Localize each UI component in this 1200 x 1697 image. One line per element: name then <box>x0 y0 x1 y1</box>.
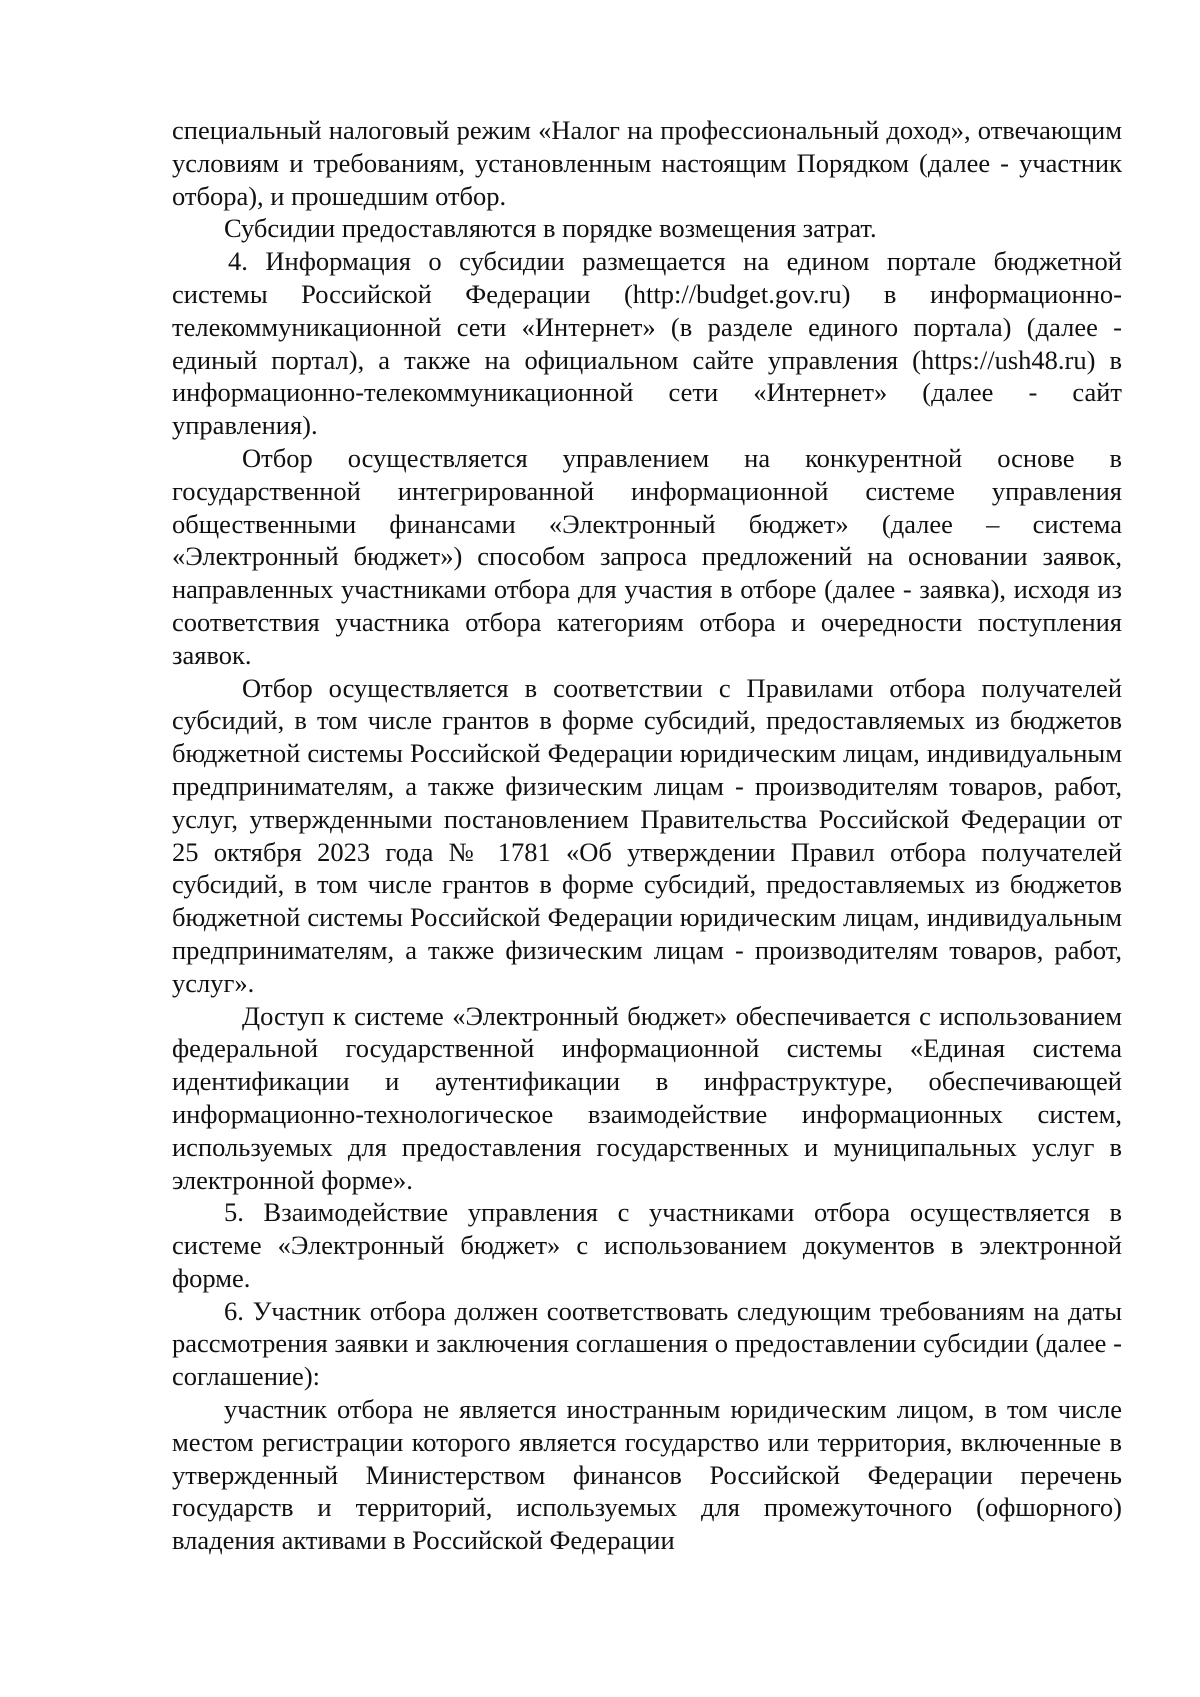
paragraph-item-6: 6. Участник отбора должен соответствовать следующим требованиям на даты рассмотрения заявки и заключения соглашения о предоставлении субсидии (далее - соглашение): <box>172 1295 1122 1392</box>
paragraph-selection-rules: Отбор осуществляется в соответствии с Правилами отбора получателей субсидий, в том числе грантов в форме субсидий, предоставляемых из бюджетов бюджетной системы Российской Федерации юридическим лицам, индивидуальным предпринимателям, а также физическим лицам - производителям товаров, работ, услуг, утвержденными постановлением Правительства Российской Федерации от 25 октября 2023 года № 1781 «Об утверждении Правил отбора получателей субсидий, в том числе грантов в форме субсидий, предоставляемых из бюджетов бюджетной системы Российской Федерации юридическим лицам, индивидуальным предпринимателям, а также физическим лицам - производителям товаров, работ, услуг». <box>172 672 1122 998</box>
paragraph-selection-basis: Отбор осуществляется управлением на конкурентной основе в государственной интегрированной информационной системе управления общественными финансами «Электронный бюджет» (далее – система «Электронный бюджет») способом запроса предложений на основании заявок, направленных участниками отбора для участия в отборе (далее - заявка), исходя из соответствия участника отбора категориям отбора и очередности поступления заявок. <box>172 442 1122 670</box>
paragraph-system-access: Доступ к системе «Электронный бюджет» обеспечивается с использованием федеральной государственной информационной системы «Единая система идентификации и аутентификации в инфраструктуре, обеспечивающей информационно-технологическое взаимодействие информационных систем, используемых для предоставления государственных и муниципальных услуг в электронной форме». <box>172 1000 1122 1195</box>
paragraph-item-5: 5. Взаимодействие управления с участниками отбора осуществляется в системе «Электронный бюджет» с использованием документов в электронной форме. <box>172 1197 1122 1293</box>
document-page <box>172 114 1122 1557</box>
paragraph-requirement-foreign-entity: участник отбора не является иностранным юридическим лицом, в том числе местом регистрации которого является государство или территория, включенные в утвержденный Министерством финансов Российской Федерации перечень государств и территорий, используемых для промежуточного (офшорного) владения активами в Российской Федерации <box>172 1394 1122 1556</box>
paragraph-subsidy-reimbursement: Субсидии предоставляются в порядке возмещения затрат. <box>224 213 877 244</box>
paragraph-item-4: 4. Информация о субсидии размещается на едином портале бюджетной системы Российской Федерации (http://budget.gov.ru) в информационно-телекоммуникационной сети «Интернет» (в разделе единого портала) (далее - единый портал), а также на официальном сайте управления (https://ush48.ru) в информационно-телекоммуникационной сети «Интернет» (далее - сайт управления). <box>172 246 1122 441</box>
paragraph-participant-definition: специальный налоговый режим «Налог на профессиональный доход», отвечающим условиям и требованиям, установленным настоящим Порядком (далее - участник отбора), и прошедшим отбор. <box>172 115 1122 211</box>
